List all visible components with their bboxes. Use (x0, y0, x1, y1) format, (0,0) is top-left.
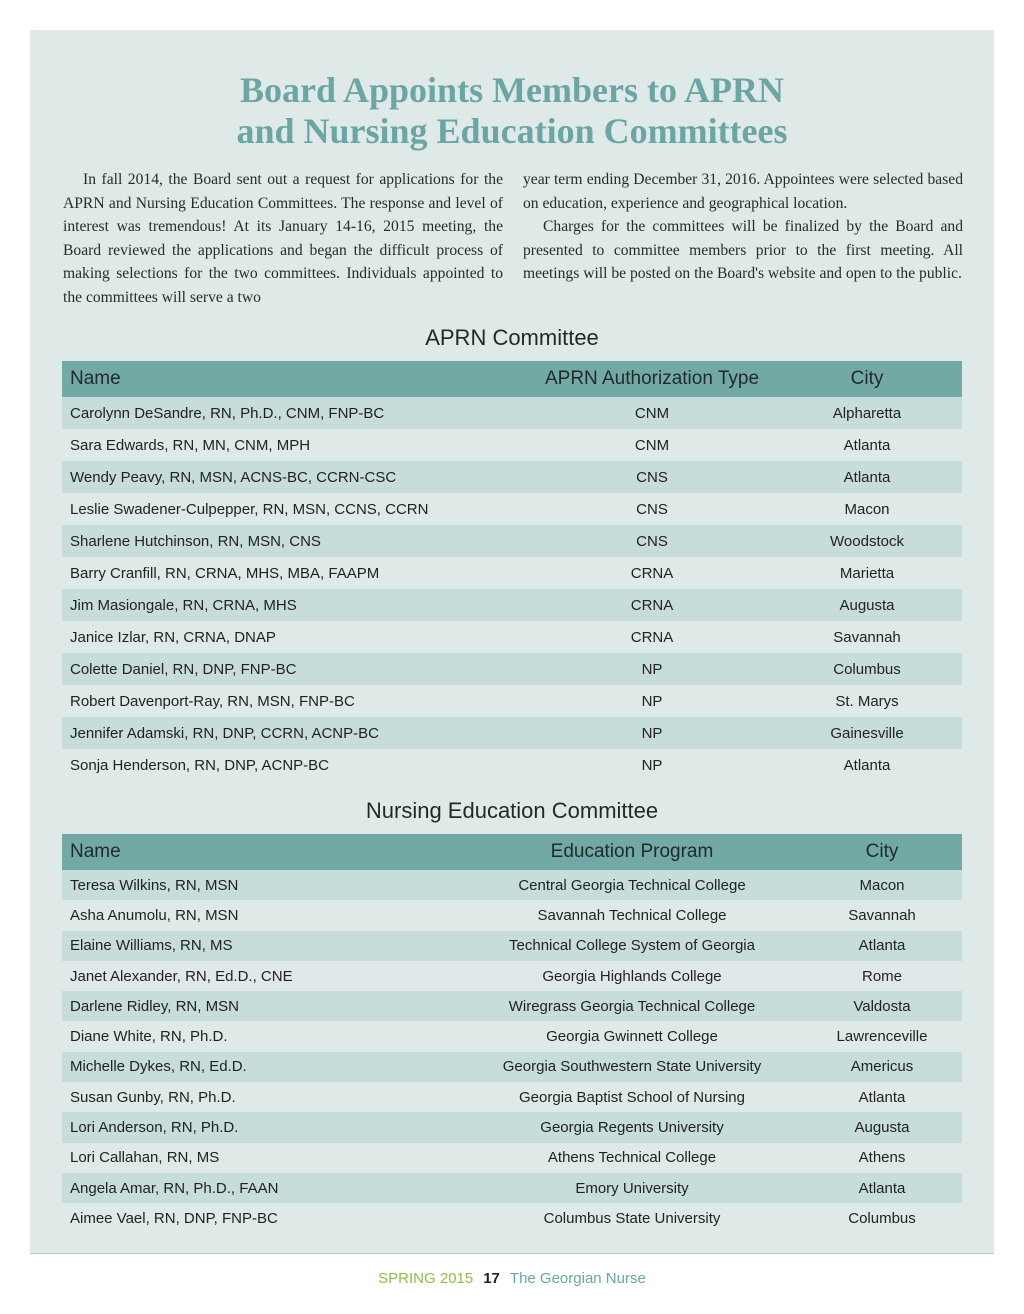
table-header-row (62, 361, 962, 397)
table-row (62, 1173, 962, 1203)
cell-city: Augusta (802, 1112, 962, 1142)
cell-type: NP (532, 749, 772, 781)
aprn-committee-table (62, 361, 962, 781)
table-row (62, 900, 962, 930)
cell-city: Athens (802, 1143, 962, 1173)
cell-type: CNS (532, 525, 772, 557)
cell-name: Asha Anumolu, RN, MSN (62, 900, 462, 930)
cell-city: Macon (802, 870, 962, 900)
cell-type: CNS (532, 493, 772, 525)
cell-type: CNM (532, 429, 772, 461)
article-panel (30, 30, 994, 1253)
cell-type: Technical College System of Georgia (462, 931, 802, 961)
table-row (62, 1112, 962, 1142)
cell-name: Wendy Peavy, RN, MSN, ACNS-BC, CCRN-CSC (62, 461, 532, 493)
cell-name: Lori Anderson, RN, Ph.D. (62, 1112, 462, 1142)
cell-type: Emory University (462, 1173, 802, 1203)
article-title (30, 70, 994, 152)
cell-city: Macon (772, 493, 962, 525)
table-row (62, 397, 962, 429)
column-header-name: Name (62, 361, 532, 397)
cell-city: Valdosta (802, 991, 962, 1021)
column-header-city: City (802, 834, 962, 870)
cell-type: Georgia Baptist School of Nursing (462, 1082, 802, 1112)
nursing-education-committee-table (62, 834, 962, 1234)
cell-city: Americus (802, 1052, 962, 1082)
intro-column-left (63, 168, 503, 310)
table-row (62, 1021, 962, 1051)
cell-type: Georgia Regents University (462, 1112, 802, 1142)
column-header-authorization-type: APRN Authorization Type (532, 361, 772, 397)
page-number: 17 (483, 1270, 500, 1287)
cell-city: Savannah (802, 900, 962, 930)
cell-name: Jim Masiongale, RN, CRNA, MHS (62, 589, 532, 621)
table-row (62, 621, 962, 653)
cell-name: Aimee Vael, RN, DNP, FNP-BC (62, 1203, 462, 1233)
cell-name: Leslie Swadener-Culpepper, RN, MSN, CCNS, CCRN (62, 493, 532, 525)
intro-paragraph-1: In fall 2014, the Board sent out a request for applications for the APRN and Nursing Education Committees. The response and level of interest was tremendous! At its January 14-16, 2015 meeting, the Board reviewed the applications and began the difficult process of making selections for the two committees. Individuals appointed to the committees will serve a two (63, 171, 503, 306)
cell-city: Rome (802, 961, 962, 991)
cell-city: Woodstock (772, 525, 962, 557)
cell-city: Columbus (772, 653, 962, 685)
column-header-education-program: Education Program (462, 834, 802, 870)
cell-type: CNM (532, 397, 772, 429)
cell-name: Sonja Henderson, RN, DNP, ACNP-BC (62, 749, 532, 781)
cell-city: Atlanta (802, 1173, 962, 1203)
cell-city: Atlanta (772, 461, 962, 493)
table-row (62, 493, 962, 525)
cell-type: CRNA (532, 589, 772, 621)
cell-name: Janet Alexander, RN, Ed.D., CNE (62, 961, 462, 991)
issue-season: SPRING 2015 (378, 1270, 474, 1287)
cell-city: Gainesville (772, 717, 962, 749)
cell-type: NP (532, 653, 772, 685)
cell-name: Janice Izlar, RN, CRNA, DNAP (62, 621, 532, 653)
title-line-2: and Nursing Education Committees (236, 111, 788, 151)
cell-name: Diane White, RN, Ph.D. (62, 1021, 462, 1051)
cell-type: Central Georgia Technical College (462, 870, 802, 900)
title-line-1: Board Appoints Members to APRN (239, 70, 784, 110)
cell-name: Angela Amar, RN, Ph.D., FAAN (62, 1173, 462, 1203)
cell-city: Atlanta (772, 429, 962, 461)
table-row (62, 525, 962, 557)
cell-city: Alpharetta (772, 397, 962, 429)
cell-type: Georgia Southwestern State University (462, 1052, 802, 1082)
cell-name: Sara Edwards, RN, MN, CNM, MPH (62, 429, 532, 461)
cell-type: CNS (532, 461, 772, 493)
table-row (62, 991, 962, 1021)
cell-type: NP (532, 685, 772, 717)
table-row (62, 429, 962, 461)
table-row (62, 717, 962, 749)
cell-type: Savannah Technical College (462, 900, 802, 930)
intro-paragraph-3: Charges for the committees will be finalized by the Board and presented to committee members prior to the first meeting. All meetings will be posted on the Board's website and open to the public. (523, 218, 963, 283)
column-header-name: Name (62, 834, 462, 870)
cell-name: Carolynn DeSandre, RN, Ph.D., CNM, FNP-BC (62, 397, 532, 429)
table-row (62, 1082, 962, 1112)
cell-name: Colette Daniel, RN, DNP, FNP-BC (62, 653, 532, 685)
cell-name: Teresa Wilkins, RN, MSN (62, 870, 462, 900)
publication-name: The Georgian Nurse (509, 1270, 646, 1287)
aprn-committee-title: APRN Committee (425, 325, 599, 350)
cell-city: Atlanta (802, 1082, 962, 1112)
cell-type: CRNA (532, 621, 772, 653)
cell-type: CRNA (532, 557, 772, 589)
cell-city: Atlanta (772, 749, 962, 781)
table-row (62, 653, 962, 685)
cell-name: Robert Davenport-Ray, RN, MSN, FNP-BC (62, 685, 532, 717)
cell-city: Augusta (772, 589, 962, 621)
intro-paragraph-2: year term ending December 31, 2016. Appointees were selected based on education, experience and geographical location. (523, 171, 963, 212)
cell-city: Marietta (772, 557, 962, 589)
cell-name: Elaine Williams, RN, MS (62, 931, 462, 961)
table-header-row (62, 834, 962, 870)
cell-city: Savannah (772, 621, 962, 653)
cell-name: Lori Callahan, RN, MS (62, 1143, 462, 1173)
cell-name: Sharlene Hutchinson, RN, MSN, CNS (62, 525, 532, 557)
cell-type: NP (532, 717, 772, 749)
cell-type: Athens Technical College (462, 1143, 802, 1173)
table-row (62, 557, 962, 589)
table-row (62, 749, 962, 781)
cell-name: Jennifer Adamski, RN, DNP, CCRN, ACNP-BC (62, 717, 532, 749)
cell-type: Georgia Gwinnett College (462, 1021, 802, 1051)
cell-city: Atlanta (802, 931, 962, 961)
cell-type: Columbus State University (462, 1203, 802, 1233)
cell-type: Georgia Highlands College (462, 961, 802, 991)
column-header-city: City (772, 361, 962, 397)
cell-name: Barry Cranfill, RN, CRNA, MHS, MBA, FAAPM (62, 557, 532, 589)
cell-name: Michelle Dykes, RN, Ed.D. (62, 1052, 462, 1082)
cell-city: Lawrenceville (802, 1021, 962, 1051)
table-row (62, 870, 962, 900)
cell-city: Columbus (802, 1203, 962, 1233)
cell-name: Susan Gunby, RN, Ph.D. (62, 1082, 462, 1112)
intro-column-right (523, 168, 963, 286)
table-row (62, 685, 962, 717)
table-row (62, 461, 962, 493)
table-row (62, 961, 962, 991)
cell-type: Wiregrass Georgia Technical College (462, 991, 802, 1021)
table-row (62, 931, 962, 961)
table-row (62, 1203, 962, 1233)
nursing-education-committee-title: Nursing Education Committee (365, 798, 659, 823)
page-footer (0, 1270, 1024, 1287)
table-row (62, 1143, 962, 1173)
table-row (62, 1052, 962, 1082)
cell-city: St. Marys (772, 685, 962, 717)
cell-name: Darlene Ridley, RN, MSN (62, 991, 462, 1021)
table-row (62, 589, 962, 621)
